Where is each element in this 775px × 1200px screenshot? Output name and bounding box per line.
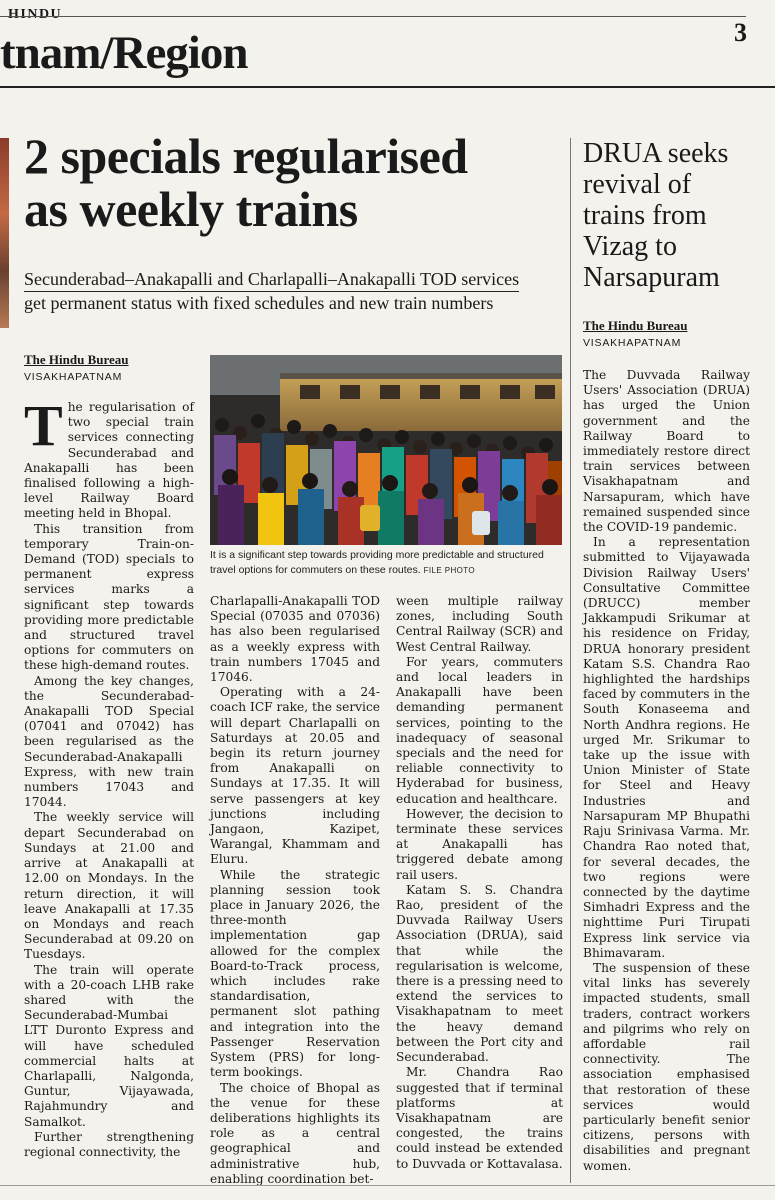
side-body-column xyxy=(583,368,750,1174)
side-story xyxy=(583,138,753,293)
paragraph: Katam S. S. Chandra Rao, president of the Duvvada Railway Users Association (DRUA), said that while the regularisation is welcome, there is a pressing need to extend the services to Visakhapatnam to meet the heavy demand between the Port city and Secunderabad. xyxy=(396,882,563,1065)
side-dateline: VISAKHAPATNAM xyxy=(583,337,682,349)
photo-caption xyxy=(210,548,565,578)
body-column-2 xyxy=(210,594,380,1187)
headline xyxy=(24,130,564,236)
paragraph: The weekly service will depart Secunderabad on Sundays at 21.00 and arrive at Anakapalli at 12.00 on Mondays. In the return direction, it will leave Anakapalli at 17.35 on Mondays and reach Secunderabad at 09.20 on Tuesdays. xyxy=(24,810,194,962)
section-title: tnam/Region xyxy=(0,27,248,79)
byline: The Hindu Bureau xyxy=(24,352,129,367)
adjacent-text-fragment xyxy=(0,740,7,1160)
deck-line2: get permanent status with fixed schedules and new train numbers xyxy=(24,293,494,313)
main-story xyxy=(24,128,564,313)
newspaper-name: HINDU xyxy=(8,7,63,22)
side-headline: DRUA seeks revival of trains from Vizag to Narsapuram xyxy=(583,138,729,293)
paragraph: Operating with a 24-coach ICF rake, the service will depart Charlapalli on Saturdays at 20.05 and begin its return journey from Anakapalli on Sundays at 17.35. It will serve passengers at key junctions including Jangaon, Kazipet, Warangal, Khammam and Eluru. xyxy=(210,685,380,867)
photo-credit: FILE PHOTO xyxy=(423,566,476,575)
photo-illustration xyxy=(210,355,562,545)
drop-cap: T xyxy=(24,393,63,458)
paragraph: For years, commuters and local leaders in Anakapalli have been demanding permanent services, pointing to the inadequacy of seasonal specials and the need for reliable connectivity to Hyderabad for business, education and healthcare. xyxy=(396,654,563,806)
headline-line2: as weekly trains xyxy=(24,181,358,237)
bottom-rule xyxy=(0,1185,775,1186)
paragraph: Among the key changes, the Secunderabad-Anakapalli TOD Special (07041 and 07042) has been regularised as the Secunderabad-Anakapalli Express, with new train numbers 17043 and 17044. xyxy=(24,673,194,810)
body-column-3 xyxy=(396,594,563,1172)
paragraph: The Duvvada Railway Users' Association (DRUA) has urged the Union government and the Railway Board to immediately restore direct train services between Visakhapatnam and Narsapuram, which have remained suspended since the COVID-19 pandemic. xyxy=(583,368,750,535)
page-number: 3 xyxy=(734,18,747,47)
paragraph: The choice of Bhopal as the venue for these deliberations highlights its role as a central geographical and administrative hub, enabling coordination bet- xyxy=(210,1080,380,1186)
dateline: VISAKHAPATNAM xyxy=(24,371,123,383)
paragraph: The train will operate with a 20-coach LHB rake shared with the Secunderabad-Mumbai LTT Duronto Express and will have scheduled commercial halts at Charlapalli, Nalgonda, Guntur, Vijayawada, Rajahmundry and Samalkot. xyxy=(24,962,194,1129)
caption-text: It is a significant step towards providing more predictable and structured travel options for commuters on these routes. xyxy=(210,549,544,576)
paragraph: Mr. Chandra Rao suggested that if terminal platforms at Visakhapatnam are congested, the trains could instead be extended to Duvvada or Kottavalasa. xyxy=(396,1065,563,1171)
paragraph: While the strategic planning session took place in January 2026, the three-month implementation gap allowed for the complex Board-to-Track process, which includes rake standardisation, permanent slot pathing and integration into the Passenger Reservation System (PRS) for long-term bookings. xyxy=(210,867,380,1080)
side-byline: The Hindu Bureau xyxy=(583,318,688,333)
side-byline-block xyxy=(583,318,688,349)
crowded-platform-photo xyxy=(210,355,562,545)
section-rule xyxy=(0,86,775,88)
paragraph: Charlapalli-Anakapalli TOD Special (07035 and 07036) has also been regularised as a weekly express with train numbers 17045 and 17046. xyxy=(210,594,380,685)
paragraph: ween multiple railway zones, including South Central Railway (SCR) and West Central Railway. xyxy=(396,594,563,654)
paragraph xyxy=(24,393,194,522)
deck xyxy=(24,268,564,314)
headline-line1: 2 specials regularised xyxy=(24,128,468,184)
paragraph-text: he regularisation of two special train services connecting Secunderabad and Anakapalli has been finalised following a high-level Railway Board meeting held in Bhopal. xyxy=(24,400,194,521)
paragraph: The suspension of these vital links has severely impacted students, small traders, contract workers and pilgrims who rely on affordable rail connectivity. The association emphasised that restoration of these services would particularly benefit senior citizens, persons with disabilities and pregnant women. xyxy=(583,960,750,1173)
deck-line1: Secunderabad–Anakapalli and Charlapalli–Anakapalli TOD services xyxy=(24,268,519,292)
column-divider xyxy=(570,138,571,1183)
adjacent-photo-fragment xyxy=(0,138,9,328)
paragraph: In a representation submitted to Vijayawada Division Railway Users' Consultative Committee (DRUCC) member Jakkampudi Srikumar at his residence on Friday, DRUA honorary president Katam S.S. Chandra Rao highlighted the hardships faced by commuters in the South Konaseema and North Andhra regions. He urged Mr. Srikumar to take up the issue with Union Minister of State for Steel and Heavy Industries and Narsapuram MP Bhupathi Raju Srinivasa Varma. Mr. Chandra Rao noted that, for several decades, the two regions were connected by the daytime Simhadri Express and the nighttime Puri Tirupati Express link service via Bhimavaram. xyxy=(583,535,750,960)
paragraph: Further strengthening regional connectivity, the xyxy=(24,1129,194,1159)
top-rule xyxy=(0,16,746,17)
paragraph: This transition from temporary Train-on-Demand (TOD) specials to permanent express services marks a significant step towards providing more predictable and structured travel options for commuters on these high-demand routes. xyxy=(24,521,194,673)
main-byline-block xyxy=(24,352,129,383)
masthead xyxy=(0,0,775,88)
paragraph: However, the decision to terminate these services at Anakapalli has triggered debate among rail users. xyxy=(396,806,563,882)
body-column-1 xyxy=(24,393,194,1160)
